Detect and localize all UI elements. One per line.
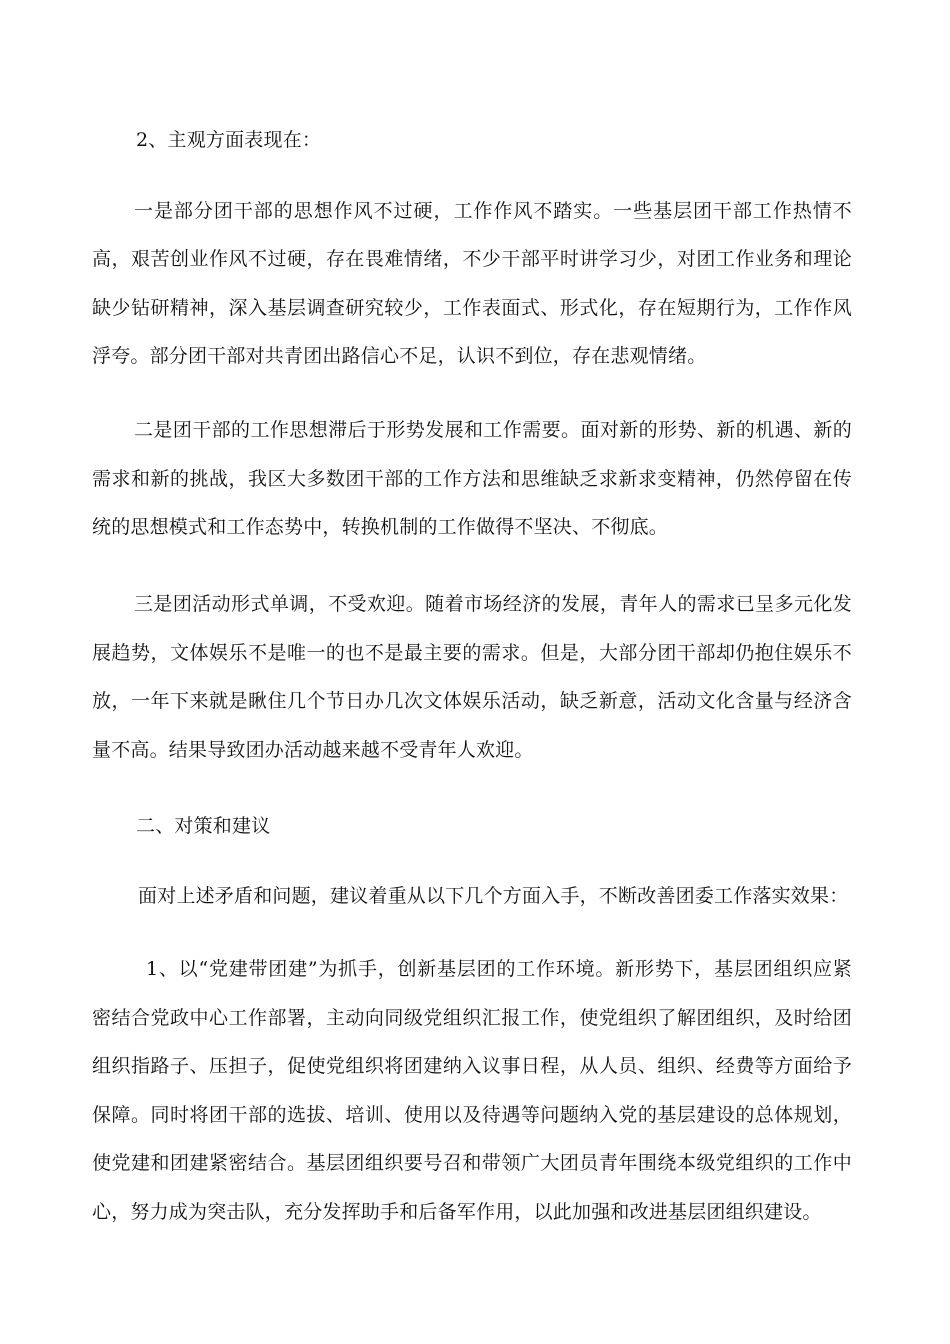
- para3-line-4: 量不高。结果导致团办活动越来越不受青年人欢迎。: [92, 739, 534, 761]
- para4-line-1: 1、以“党建带团建”为抓手，创新基层团的工作环境。新形势下，基层团组织应紧: [146, 958, 852, 980]
- para3-line-1: 三是团活动形式单调，不受欢迎。随着市场经济的发展，青年人的需求已呈多元化发: [134, 593, 852, 615]
- para4-line-3: 组织指路子、压担子，促使党组织将团建纳入议事日程，从人员、组织、经费等方面给予: [92, 1055, 852, 1077]
- subjective-heading: 2、主观方面表现在：: [136, 129, 322, 151]
- intro-paragraph: 面对上述矛盾和问题，建议着重从以下几个方面入手，不断改善团委工作落实效果：: [138, 885, 849, 907]
- para3-line-2: 展趋势，文体娱乐不是唯一的也不是最主要的需求。但是，大部分团干部却仍抱住娱乐不: [92, 642, 852, 664]
- para1-line-3: 缺少钻研精神，深入基层调查研究较少，工作表面式、形式化，存在短期行为，工作作风: [92, 297, 852, 319]
- para3-line-3: 放，一年下来就是瞅住几个节日办几次文体娱乐活动，缺乏新意，活动文化含量与经济含: [92, 690, 852, 712]
- para1-line-2: 高，艰苦创业作风不过硬，存在畏难情绪，不少干部平时讲学习少，对团工作业务和理论: [92, 248, 852, 270]
- para4-line-5: 使党建和团建紧密结合。基层团组织要号召和带领广大团员青年围绕本级党组织的工作中: [92, 1152, 852, 1174]
- para4-line-2: 密结合党政中心工作部署，主动向同级党组织汇报工作，使党组织了解团组织，及时给团: [92, 1007, 852, 1029]
- para2-line-2: 需求和新的挑战，我区大多数团干部的工作方法和思维缺乏求新求变精神，仍然停留在传: [92, 468, 852, 490]
- para4-line-6: 心，努力成为突击队，充分发挥助手和后备军作用，以此加强和改进基层团组织建设。: [92, 1201, 822, 1223]
- para2-line-3: 统的思想模式和工作态势中，转换机制的工作做得不坚决、不彻底。: [92, 516, 669, 538]
- para1-line-1: 一是部分团干部的思想作风不过硬，工作作风不踏实。一些基层团干部工作热情不: [134, 200, 852, 222]
- para4-line-4: 保障。同时将团干部的选拔、培训、使用以及待遇等问题纳入党的基层建设的总体规划，: [92, 1104, 852, 1126]
- countermeasures-heading: 二、对策和建议: [136, 815, 271, 837]
- para1-line-4: 浮夸。部分团干部对共青团出路信心不足，认识不到位，存在悲观情绪。: [92, 345, 707, 367]
- para2-line-1: 二是团干部的工作思想滞后于形势发展和工作需要。面对新的形势、新的机遇、新的: [134, 419, 852, 441]
